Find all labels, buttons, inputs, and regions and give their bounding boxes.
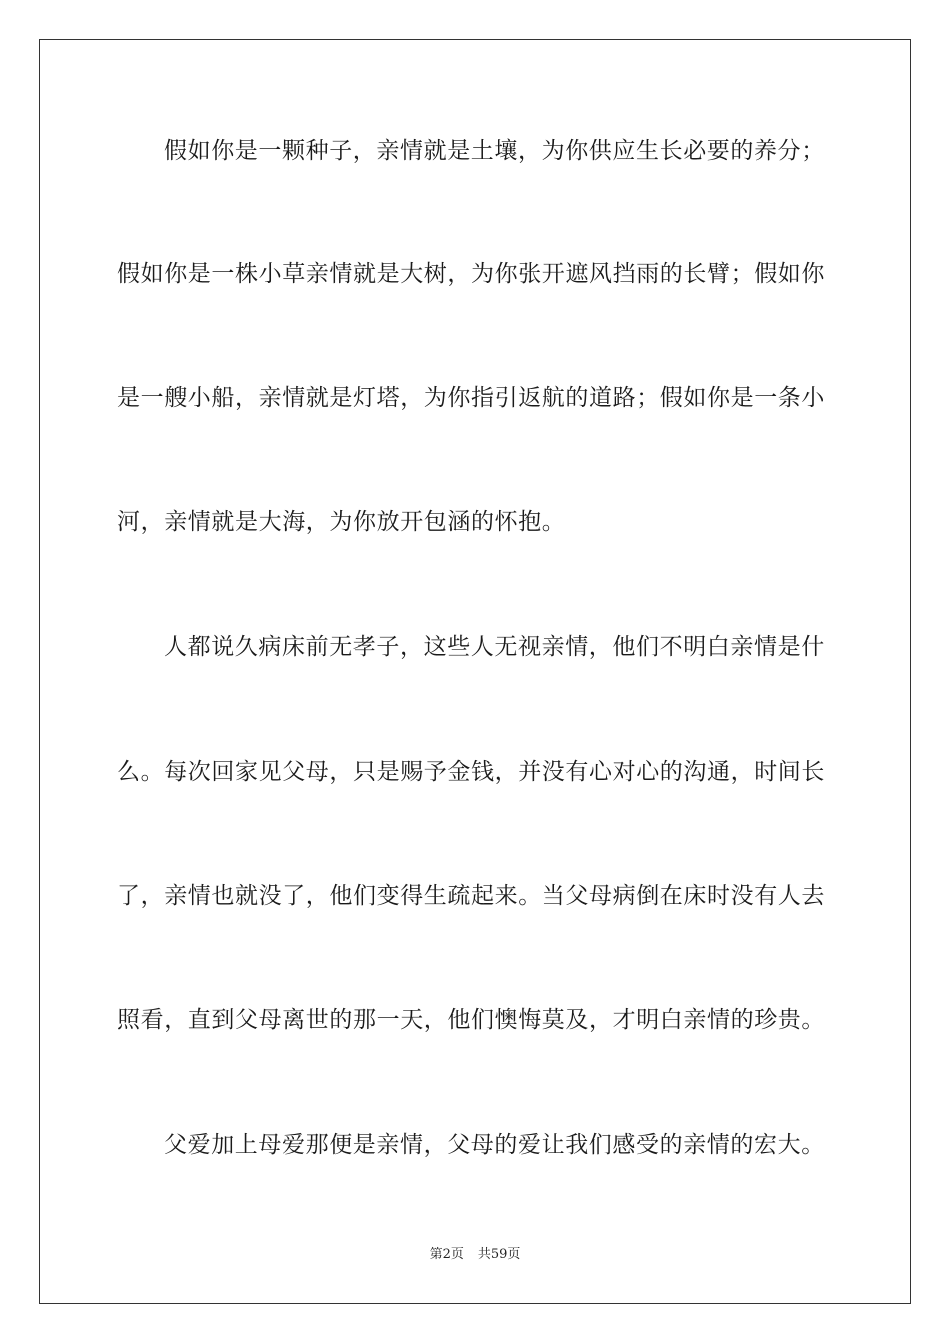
paragraph-3-line-1: 人都说久病床前无孝子，这些人无视亲情，他们不明白亲情是什: [164, 634, 825, 660]
page-frame: [39, 39, 911, 1304]
page-total: 共59页: [477, 1247, 521, 1262]
page-footer: [0, 1246, 950, 1264]
paragraph-3-line-4: 照看，直到父母离世的那一天，他们懊悔莫及，才明白亲情的珍贵。: [117, 1007, 825, 1033]
paragraph-2-line-2: 是一艘小船，亲情就是灯塔，为你指引返航的道路；假如你是一条小: [117, 385, 825, 411]
page-number: 第2页: [429, 1247, 464, 1262]
paragraph-3-line-2: 么。每次回家见父母，只是赐予金钱，并没有心对心的沟通，时间长: [117, 759, 825, 785]
paragraph-1-line-1: 假如你是一颗种子，亲情就是土壤，为你供应生长必要的养分；: [164, 138, 825, 164]
paragraph-2-line-3: 河，亲情就是大海，为你放开包涵的怀抱。: [117, 509, 566, 535]
paragraph-3-line-3: 了，亲情也就没了，他们变得生疏起来。当父母病倒在床时没有人去: [117, 883, 825, 909]
paragraph-4-line-1: 父爱加上母爱那便是亲情，父母的爱让我们感受的亲情的宏大。: [164, 1132, 825, 1158]
paragraph-2-line-1: 假如你是一株小草亲情就是大树，为你张开遮风挡雨的长臂；假如你: [117, 261, 825, 287]
